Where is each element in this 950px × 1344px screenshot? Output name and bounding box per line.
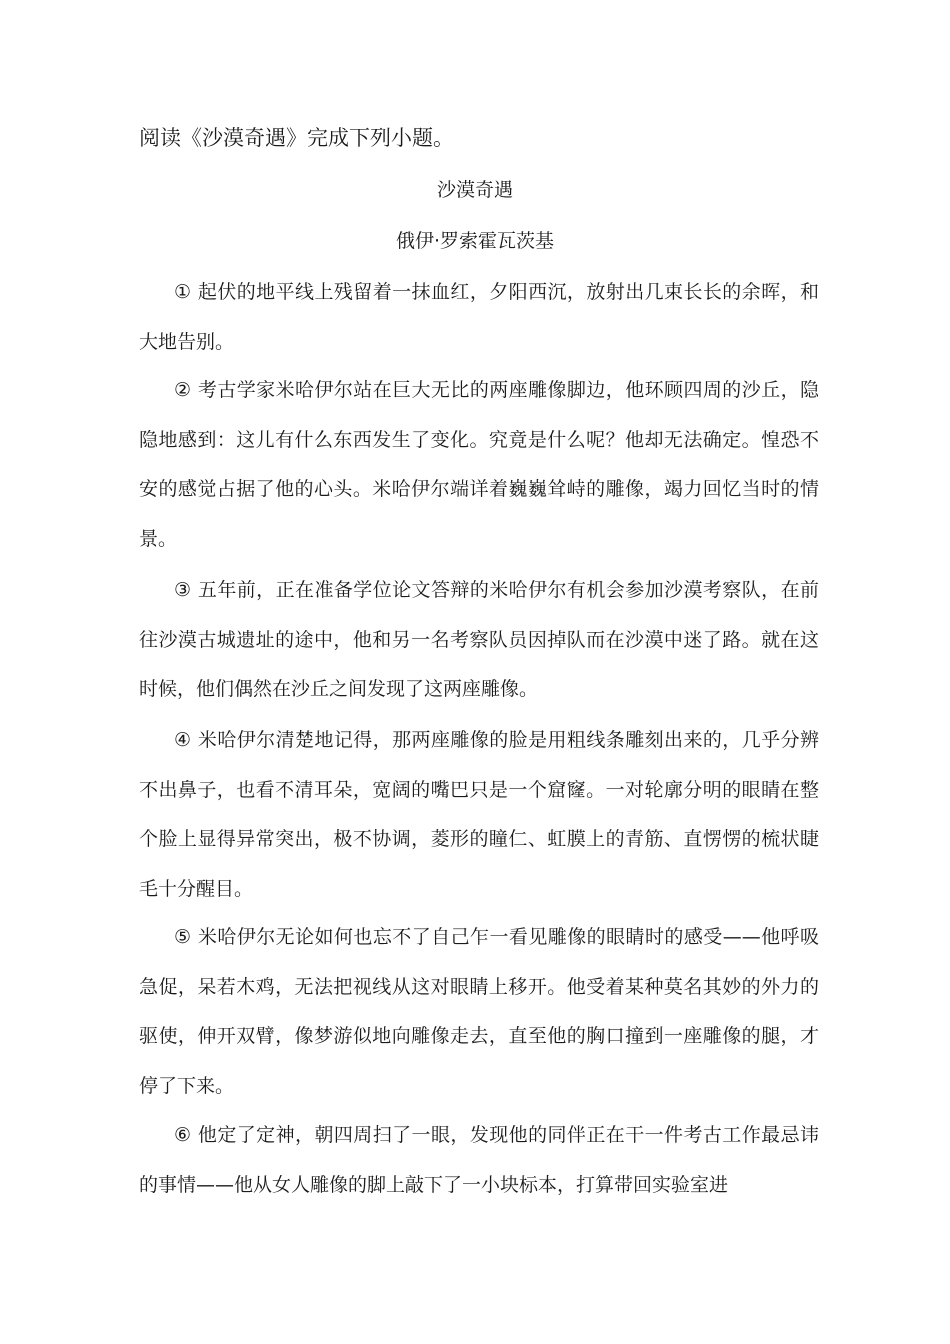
paragraph-3: ③ 五年前，正在准备学位论文答辩的米哈伊尔有机会参加沙漠考察队，在前往沙漠古城遗址的途中，他和另一名考察队员因掉队而在沙漠中迷了路。就在这时候，他们偶然在沙丘之间发现了这两座雕像。 bbox=[139, 579, 819, 700]
paragraph-1: ① 起伏的地平线上残留着一抹血红，夕阳西沉，放射出几束长长的余晖，和大地告别。 bbox=[139, 281, 819, 353]
paragraph-4: ④ 米哈伊尔清楚地记得，那两座雕像的脸是用粗线条雕刻出来的，几乎分辨不出鼻子，也看不清耳朵，宽阔的嘴巴只是一个窟窿。一对轮廓分明的眼睛在整个脸上显得异常突出，极不协调，菱形的瞳仁、虹膜上的青筋、直愣愣的梳状睫毛十分醒目。 bbox=[139, 729, 819, 900]
paragraph-5: ⑤ 米哈伊尔无论如何也忘不了自己乍一看见雕像的眼睛时的感受——他呼吸急促，呆若木鸡，无法把视线从这对眼睛上移开。他受着某种莫名其妙的外力的驱使，伸开双臂，像梦游似地向雕像走去，直至他的胸口撞到一座雕像的腿，才停了下来。 bbox=[139, 926, 819, 1097]
reading-instruction: 阅读《沙漠奇遇》完成下列小题。 bbox=[139, 126, 454, 150]
paragraph-6: ⑥ 他定了定神，朝四周扫了一眼，发现他的同伴正在干一件考古工作最忌讳的事情——他从女人雕像的脚上敲下了一小块标本，打算带回实验室进 bbox=[139, 1124, 819, 1196]
article-author: 俄伊·罗索霍瓦茨基 bbox=[395, 230, 555, 252]
paragraph-2: ② 考古学家米哈伊尔站在巨大无比的两座雕像脚边，他环顾四周的沙丘，隐隐地感到：这儿有什么东西发生了变化。究竟是什么呢？他却无法确定。惶恐不安的感觉占据了他的心头。米哈伊尔端详着巍巍耸峙的雕像，竭力回忆当时的情景。 bbox=[139, 379, 819, 550]
article-title: 沙漠奇遇 bbox=[436, 179, 513, 201]
